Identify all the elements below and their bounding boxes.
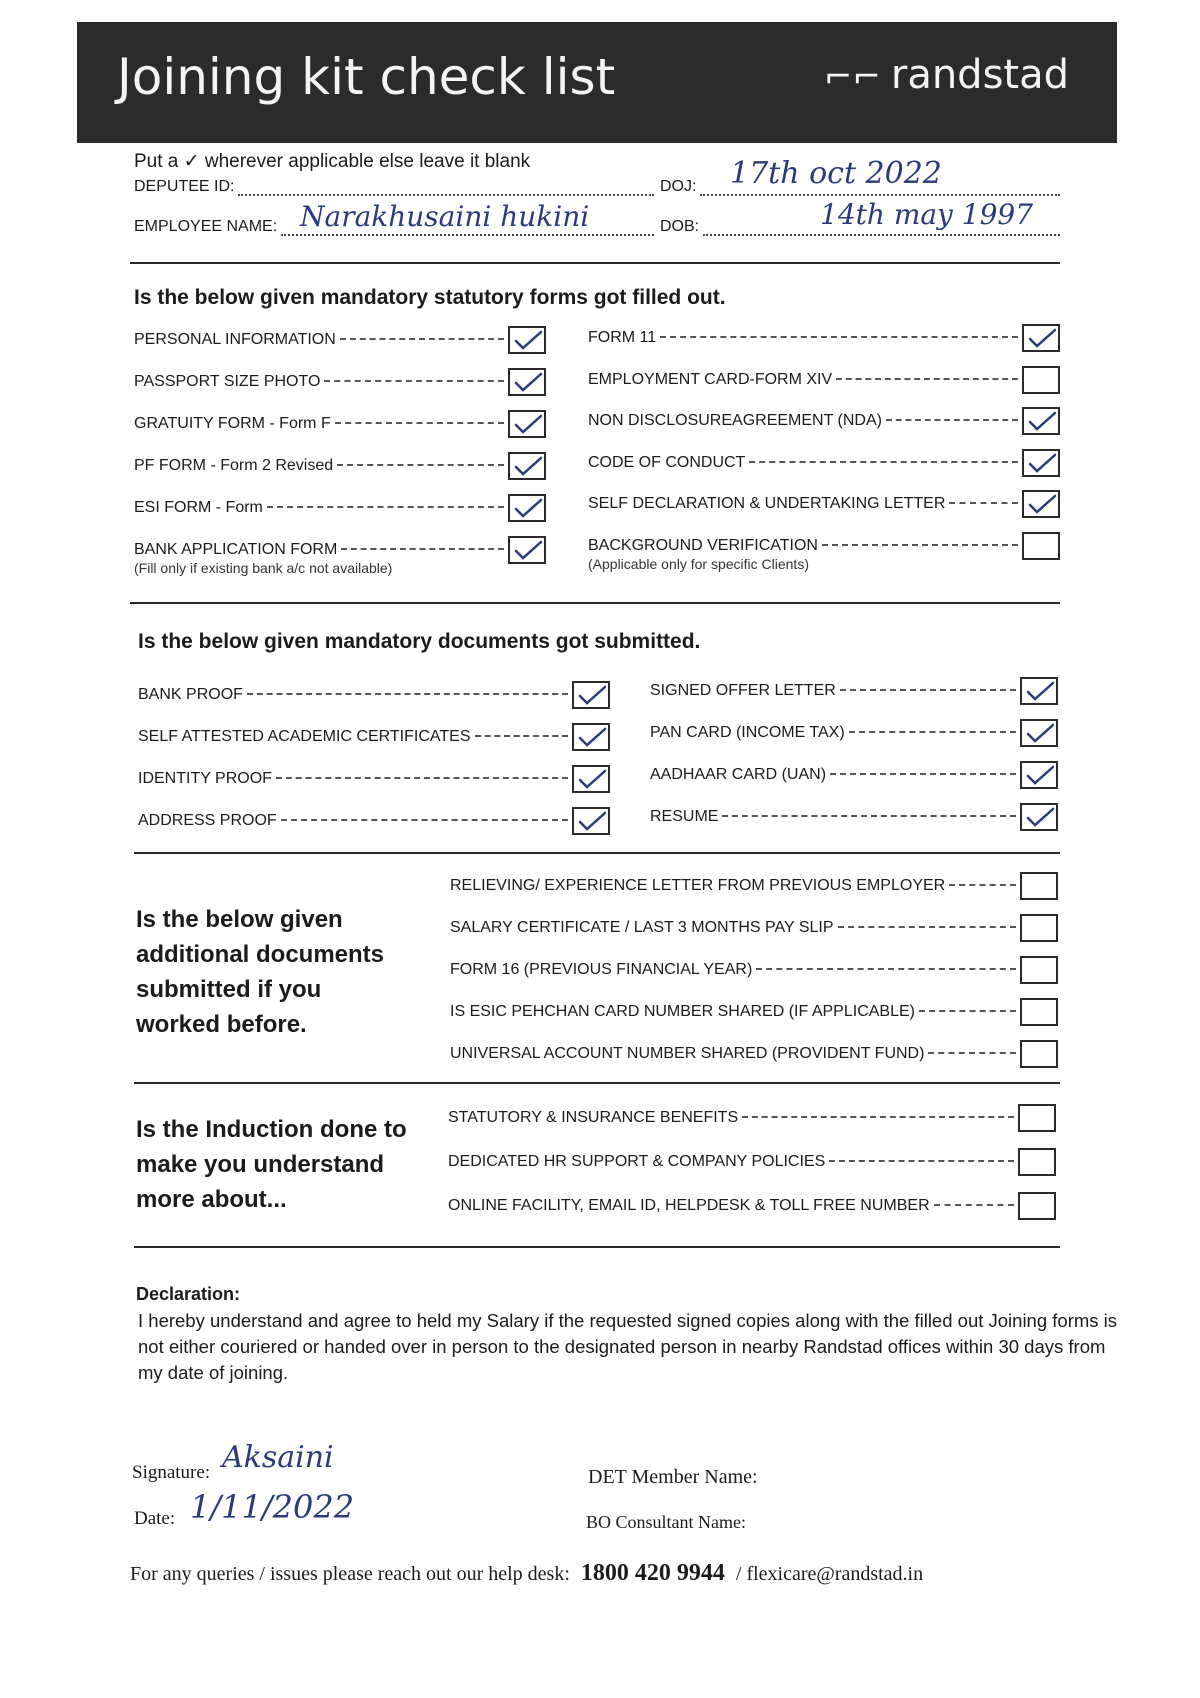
checklist-item-label: PASSPORT SIZE PHOTO [134,373,321,390]
checklist-item-label: DEDICATED HR SUPPORT & COMPANY POLICIES [448,1153,826,1170]
randstad-logo-icon: ⌐⌐ [823,57,881,97]
brand-name: randstad [890,52,1069,98]
deputee-id-label: DEPUTEE ID: [134,178,235,195]
induction-heading-line: make you understand [136,1151,385,1178]
checkbox[interactable] [508,452,546,480]
leader-line [660,336,1018,338]
checklist-item-label: BANK PROOF [138,686,243,703]
checkmark-icon [1025,680,1055,702]
checkbox[interactable] [508,326,546,354]
declaration-text: I hereby understand and agree to held my Salary if the requested signed copies along with the filled out Joining forms is not either couriered or handed over in person to the designated person in nearby Randstad offices within 30 days from my date of joining. [138,1310,1118,1383]
checkbox[interactable] [572,681,610,709]
date-label: Date: [134,1508,176,1529]
checklist-item-label: FORM 11 [588,329,657,346]
checklist-item-label: AADHAAR CARD (UAN) [650,766,827,783]
checkbox[interactable] [1018,1104,1056,1132]
checkbox[interactable] [1020,872,1058,900]
checklist-item [134,452,546,480]
checklist-item [650,677,1058,705]
checklist-item [134,410,546,438]
checkbox[interactable] [508,536,546,564]
checkbox[interactable] [1022,366,1060,394]
checkmark-icon [577,768,607,790]
checkbox[interactable] [1020,803,1058,831]
checklist-item [650,803,1058,831]
checklist-item-label: NON DISCLOSUREAGREEMENT (NDA) [588,412,882,429]
checkbox[interactable] [1020,677,1058,705]
leader-line [756,968,1016,970]
helpdesk-footer [130,1560,923,1587]
documents-heading: Is the below given mandatory documents got submitted. [138,630,701,653]
additional-heading-line: additional documents [136,941,385,968]
employee-name-value: Narakhusaini hukini [300,200,590,233]
leader-line [934,1204,1014,1206]
checkbox[interactable] [1020,761,1058,789]
checkbox[interactable] [1020,1040,1058,1068]
signature-label: Signature: [132,1462,211,1483]
leader-line [722,815,1016,817]
dob-line [703,234,1060,236]
checkmark-icon [1027,327,1057,349]
helpdesk-text: For any queries / issues please reach out our help desk: [130,1563,570,1585]
checklist-item [588,449,1060,477]
checkmark-icon [513,497,543,519]
leader-line [840,689,1016,691]
checkbox[interactable] [1022,449,1060,477]
leader-line [928,1052,1016,1054]
doj-label: DOJ: [660,178,697,195]
checkbox[interactable] [1022,490,1060,518]
checklist-item-note: (Fill only if existing bank a/c not available) [134,560,393,576]
checklist-item-label: SELF DECLARATION & UNDERTAKING LETTER [588,495,946,512]
page-title: Joining kit check list [117,48,616,106]
checkbox[interactable] [1022,324,1060,352]
checklist-item [138,681,610,709]
checkbox[interactable] [508,368,546,396]
leader-line [335,422,504,424]
leader-line [836,378,1018,380]
leader-line [247,693,568,695]
checklist-item-label: BACKGROUND VERIFICATION [588,536,818,554]
checkmark-icon [513,539,543,561]
checklist-item-label: SELF ATTESTED ACADEMIC CERTIFICATES [138,728,471,745]
checklist-item [138,807,610,835]
doj-value: 17th oct 2022 [730,156,942,191]
leader-line [749,461,1018,463]
divider [130,262,1060,264]
checklist-item [588,407,1060,435]
checkmark-icon [577,810,607,832]
checklist-item [450,998,1058,1026]
checklist-item [448,1104,1056,1132]
checklist-item [450,1040,1058,1068]
checklist-item [134,326,546,354]
deputee-id-field[interactable] [134,178,654,196]
divider [134,1246,1060,1248]
helpdesk-email[interactable]: / flexicare@randstad.in [735,1563,924,1585]
additional-heading-line: worked before. [136,1011,307,1038]
checkmark-icon [1027,452,1057,474]
checklist-item-label: ONLINE FACILITY, EMAIL ID, HELPDESK & TOLL FREE NUMBER [448,1197,930,1214]
checkmark-icon [577,726,607,748]
checklist-item [134,368,546,396]
checkbox[interactable] [572,765,610,793]
leader-line [838,926,1016,928]
checklist-item-label: ADDRESS PROOF [138,812,277,829]
employee-name-label: EMPLOYEE NAME: [134,218,278,235]
checkmark-icon [577,684,607,706]
checklist-item [138,723,610,751]
checklist-item-label: SIGNED OFFER LETTER [650,682,836,699]
det-member-label: DET Member Name: [588,1466,758,1488]
leader-line [340,338,504,340]
checklist-item [134,494,546,522]
leader-line [849,731,1016,733]
checklist-item [588,490,1060,518]
leader-line [822,544,1018,546]
checkbox[interactable] [572,723,610,751]
leader-line [919,1010,1016,1012]
leader-line [276,777,568,779]
checkmark-icon [513,371,543,393]
leader-line [742,1116,1014,1118]
divider [130,602,1060,604]
checkmark-icon [1025,722,1055,744]
checkbox[interactable] [1018,1192,1056,1220]
checklist-item-label: CODE OF CONDUCT [588,453,746,471]
checklist-item-label: PERSONAL INFORMATION [134,331,336,348]
induction-heading [136,1112,407,1217]
checklist-item [450,872,1058,900]
leader-line [267,506,504,508]
checkbox[interactable] [1020,719,1058,747]
leader-line [324,380,504,382]
header-banner [77,22,1117,143]
leader-line [886,419,1018,421]
additional-heading-line: submitted if you [136,976,322,1003]
checkbox[interactable] [1020,956,1058,984]
checklist-item-label: RELIEVING/ EXPERIENCE LETTER FROM PREVIOUS EMPLOYER [450,877,946,894]
brand-logo [824,52,1069,98]
checklist-item [650,719,1058,747]
induction-heading-line: Is the Induction done to [136,1116,407,1143]
checklist-item-label: PF FORM - Form 2 Revised [134,457,334,474]
induction-heading-line: more about... [136,1186,287,1213]
dob-label: DOB: [660,218,700,235]
dob-value: 14th may 1997 [820,198,1034,231]
checklist-item [588,366,1060,394]
checkbox[interactable] [1022,407,1060,435]
checklist-item-label: GRATUITY FORM - Form F [134,415,331,432]
leader-line [949,502,1018,504]
signature-value: Aksaini [222,1440,334,1475]
checkbox[interactable] [508,410,546,438]
checklist-item-label: ESI FORM - Form [134,499,263,516]
checklist-item [450,914,1058,942]
divider [134,852,1060,854]
checkmark-icon [513,413,543,435]
checklist-item-label: PAN CARD (INCOME TAX) [650,724,845,741]
divider [134,1082,1060,1084]
declaration-title: Declaration: [136,1284,241,1304]
checklist-item [588,324,1060,352]
checklist-item [448,1192,1056,1220]
leader-line [475,735,569,737]
checklist-item [650,761,1058,789]
checkbox[interactable] [508,494,546,522]
additional-heading [136,902,384,1042]
leader-line [281,819,568,821]
checklist-item-label: SALARY CERTIFICATE / LAST 3 MONTHS PAY SLIP [450,919,834,936]
checkmark-icon [1027,410,1057,432]
checklist-item-note: (Applicable only for specific Clients) [588,555,809,572]
checklist-item-label: EMPLOYMENT CARD-FORM XIV [588,370,833,388]
instruction-text: Put a ✓ wherever applicable else leave it blank [134,151,531,172]
checklist-item-label: BANK APPLICATION FORM [134,541,338,558]
additional-heading-line: Is the below given [136,906,343,933]
checkbox[interactable] [572,807,610,835]
checklist-item [448,1148,1056,1176]
checklist-item-label: IS ESIC PEHCHAN CARD NUMBER SHARED (IF APPLICABLE) [450,1003,915,1020]
checklist-item-label: IDENTITY PROOF [138,770,272,787]
leader-line [949,884,1016,886]
checklist-item-label: RESUME [650,808,719,825]
checklist-item [138,765,610,793]
checkmark-icon [1027,493,1057,515]
leader-line [830,773,1016,775]
checkbox[interactable] [1022,532,1060,560]
statutory-heading: Is the below given mandatory statutory forms got filled out. [134,286,726,309]
checklist-item-label: FORM 16 (PREVIOUS FINANCIAL YEAR) [450,961,753,978]
checkmark-icon [513,329,543,351]
employee-name-line [281,234,654,236]
checkbox[interactable] [1020,914,1058,942]
bo-consultant-label: BO Consultant Name: [586,1512,746,1532]
checkbox[interactable] [1018,1148,1056,1176]
leader-line [341,548,504,550]
helpdesk-phone[interactable]: 1800 420 9944 [580,1560,725,1586]
deputee-id-value [238,194,654,196]
leader-line [829,1160,1014,1162]
doj-line [700,194,1060,196]
leader-line [337,464,504,466]
checkmark-icon [513,455,543,477]
checklist-item-label: UNIVERSAL ACCOUNT NUMBER SHARED (PROVIDENT FUND) [450,1045,925,1062]
checkbox[interactable] [1020,998,1058,1026]
date-value: 1/11/2022 [190,1488,355,1526]
checkmark-icon [1025,806,1055,828]
checkmark-icon [1025,764,1055,786]
checklist-item [450,956,1058,984]
checklist-item-label: STATUTORY & INSURANCE BENEFITS [448,1109,739,1126]
